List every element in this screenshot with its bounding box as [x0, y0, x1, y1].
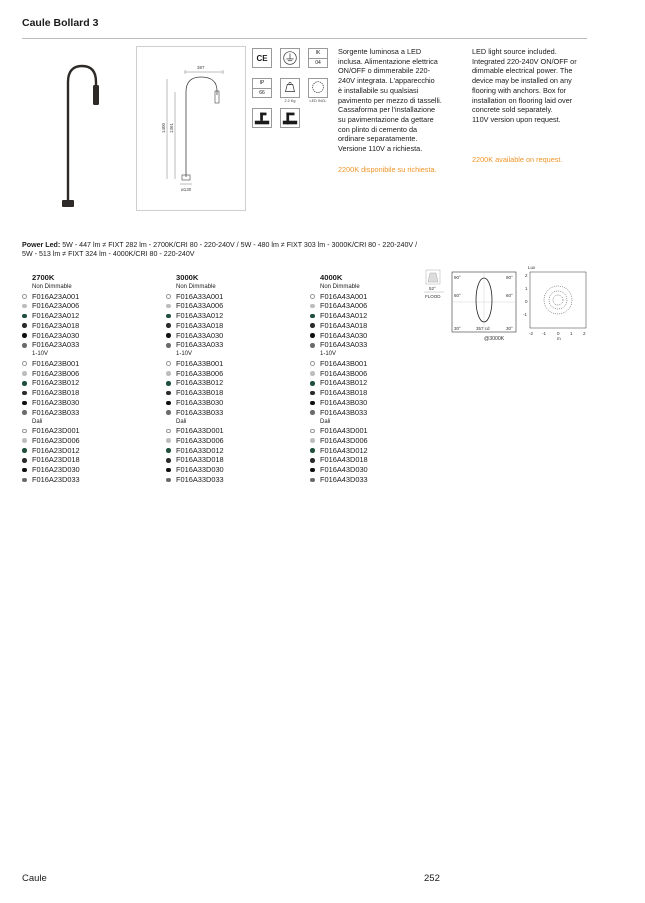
product-code: F016A43B012: [320, 378, 368, 388]
finish-color-dot: [166, 343, 171, 348]
temperature-label: @3000K: [484, 336, 505, 342]
group-heading: 1-10V: [32, 351, 49, 358]
x-unit: m: [557, 336, 561, 341]
y-tick: -1: [523, 312, 528, 317]
codes-column-3000k: [166, 273, 296, 485]
product-code-row: [22, 475, 152, 485]
product-code: F016A33D033: [176, 475, 224, 485]
codes-column-2700k: [22, 273, 152, 485]
product-code-row: [310, 369, 440, 379]
finish-color-dot: [22, 343, 27, 348]
product-code: F016A33A018: [176, 320, 224, 330]
product-code-row: [310, 378, 440, 388]
y-tick: 2: [525, 273, 528, 278]
finish-color-dot: [22, 304, 27, 309]
product-code: F016A23B001: [32, 358, 80, 368]
product-code-row: [166, 446, 296, 456]
polar-label: 30°: [454, 326, 461, 331]
product-code-row: [166, 455, 296, 465]
product-code-row: [166, 311, 296, 321]
dim-base: ø130: [181, 187, 192, 192]
product-code: F016A23B006: [32, 368, 80, 378]
finish-color-dot: [166, 410, 171, 415]
finish-color-dot: [310, 448, 315, 453]
product-code-row: [310, 408, 440, 418]
finish-color-dot: [310, 371, 315, 376]
finish-color-dot: [166, 438, 171, 443]
description-italian: [338, 47, 460, 174]
product-code-row: [166, 475, 296, 485]
ik-rating: IK 04: [308, 48, 328, 68]
product-code-row: [22, 311, 152, 321]
product-code: F016A23B018: [32, 388, 80, 398]
product-code: F016A43D033: [320, 475, 368, 485]
product-code: F016A33A033: [176, 340, 224, 350]
product-code-row: [310, 426, 440, 436]
product-code: F016A23D030: [32, 465, 80, 475]
finish-color-dot: [310, 323, 315, 328]
product-code-row: [22, 455, 152, 465]
product-code: F016A33B033: [176, 407, 224, 417]
product-code: F016A33B018: [176, 388, 224, 398]
desc-en-line: device may be installed on any: [472, 76, 572, 86]
desc-it-line: con plinto di cemento da: [338, 124, 418, 134]
finish-color-dot: [166, 314, 171, 319]
desc-it-note: 2200K disponibile su richiesta.: [338, 164, 437, 174]
group-heading: Dali: [32, 418, 43, 425]
group-heading: Non Dimmable: [32, 284, 72, 290]
finish-color-dot: [310, 294, 315, 299]
header-divider: [22, 38, 587, 39]
finish-color-dot: [22, 401, 27, 406]
finish-color-dot: [22, 478, 27, 483]
x-tick: -2: [529, 331, 534, 336]
polar-label: 60°: [454, 293, 461, 298]
product-code-row: [166, 398, 296, 408]
product-code-row: [166, 340, 296, 350]
finish-color-dot: [310, 343, 315, 348]
isolux-diagram: [530, 272, 586, 328]
finish-color-dot: [310, 314, 315, 319]
desc-en-line: flooring with anchors. Box for: [472, 85, 567, 95]
product-code: F016A43B006: [320, 368, 368, 378]
column-heading: 3000K: [176, 273, 199, 282]
product-code-row: [310, 455, 440, 465]
product-code-row: [166, 465, 296, 475]
product-code-row: [22, 369, 152, 379]
product-code: F016A43B001: [320, 358, 368, 368]
finish-color-dot: [310, 391, 315, 396]
product-code-row: [166, 369, 296, 379]
finish-color-dot: [22, 391, 27, 396]
product-code: F016A43B018: [320, 388, 368, 398]
footer-page-number: 252: [424, 873, 440, 884]
desc-en-line: 110V version upon request.: [472, 114, 561, 124]
product-code-row: [310, 398, 440, 408]
column-heading: 2700K: [32, 273, 55, 282]
dim-top-label: 387: [197, 65, 205, 70]
ce-mark-icon: CE: [252, 48, 272, 68]
finish-color-dot: [166, 294, 171, 299]
desc-en-line: concrete sold separately.: [472, 105, 553, 115]
finish-color-dot: [166, 448, 171, 453]
product-code: F016A43A030: [320, 330, 368, 340]
product-code-row: [310, 465, 440, 475]
finish-color-dot: [166, 323, 171, 328]
desc-en-line: installation on flooring laid over: [472, 95, 573, 105]
product-code: F016A33B012: [176, 378, 224, 388]
product-code: F016A33B006: [176, 368, 224, 378]
product-code: F016A43B033: [320, 407, 368, 417]
product-code-row: [166, 388, 296, 398]
weight-icon: [280, 78, 300, 98]
product-code: F016A33B001: [176, 358, 224, 368]
beam-cone-icon: [428, 273, 438, 282]
finish-color-dot: [22, 438, 27, 443]
product-code: F016A43D018: [320, 455, 368, 465]
product-code: F016A33D018: [176, 455, 224, 465]
beam-type: FLOOD: [425, 294, 441, 299]
product-code-row: [22, 301, 152, 311]
product-code: F016A43A018: [320, 320, 368, 330]
product-code-row: [22, 378, 152, 388]
product-code: F016A23A033: [32, 340, 80, 350]
x-tick: 2: [583, 331, 586, 336]
power-led-line1: 5W - 447 lm ≠ FIXT 282 lm - 2700K/CRI 80 - 220-240V / 5W - 480 lm ≠ FIXT 303 lm - 3000K/CRI 80 - 220-240V /: [60, 241, 418, 249]
footer-family: Caule: [22, 873, 47, 884]
power-led-spec: [22, 241, 582, 260]
product-code: F016A43A012: [320, 311, 368, 321]
finish-color-dot: [166, 401, 171, 406]
finish-color-dot: [166, 468, 171, 473]
group-heading: Non Dimmable: [320, 284, 360, 290]
product-code-row: [22, 436, 152, 446]
x-tick: -1: [542, 331, 547, 336]
group-heading: Dali: [320, 418, 331, 425]
product-code: F016A23D001: [32, 426, 80, 436]
product-code-row: [310, 359, 440, 369]
finish-color-dot: [22, 323, 27, 328]
finish-color-dot: [166, 361, 171, 366]
technical-drawing: [136, 46, 246, 211]
product-code-row: [22, 331, 152, 341]
product-code: F016A23A018: [32, 320, 80, 330]
group-heading: Non Dimmable: [176, 284, 216, 290]
photometric-data: [420, 266, 590, 346]
led-included-label: LED INCL: [309, 99, 327, 103]
finish-color-dot: [310, 468, 315, 473]
product-code: F016A33A012: [176, 311, 224, 321]
product-code: F016A33A001: [176, 291, 224, 301]
product-code: F016A23A030: [32, 330, 80, 340]
product-code-row: [310, 475, 440, 485]
product-code: F016A33A030: [176, 330, 224, 340]
product-code: F016A23B012: [32, 378, 80, 388]
product-code: F016A23A001: [32, 291, 80, 301]
group-heading: 1-10V: [176, 351, 193, 358]
product-code: F016A43D001: [320, 426, 368, 436]
ip-rating: IP 66: [252, 78, 272, 98]
finish-color-dot: [22, 361, 27, 366]
finish-color-dot: [22, 371, 27, 376]
finish-color-dot: [310, 401, 315, 406]
product-code-row: [166, 301, 296, 311]
desc-en-line: Integrated 220-240V ON/OFF or: [472, 56, 577, 66]
product-code-row: [22, 426, 152, 436]
finish-color-dot: [22, 448, 27, 453]
product-code: F016A23A006: [32, 301, 80, 311]
y-tick: 0: [525, 299, 528, 304]
product-code-row: [166, 359, 296, 369]
finish-color-dot: [310, 333, 315, 338]
product-code: F016A43D030: [320, 465, 368, 475]
column-heading: 4000K: [320, 273, 343, 282]
product-code: F016A43A006: [320, 301, 368, 311]
polar-value: 357 cd: [476, 326, 490, 331]
product-code-row: [310, 446, 440, 456]
product-code-row: [22, 321, 152, 331]
product-code: F016A33D006: [176, 435, 224, 445]
finish-color-dot: [166, 458, 171, 463]
product-code-row: [22, 388, 152, 398]
product-code: F016A33B030: [176, 397, 224, 407]
group-heading: Dali: [176, 418, 187, 425]
finish-color-dot: [310, 304, 315, 309]
product-code-row: [22, 446, 152, 456]
finish-color-dot: [22, 294, 27, 299]
x-tick: 0: [557, 331, 560, 336]
description-english: [472, 47, 594, 164]
finish-color-dot: [22, 458, 27, 463]
product-code-row: [166, 408, 296, 418]
desc-it-line: è installabile su qualsiasi: [338, 85, 419, 95]
product-code: F016A33D012: [176, 445, 224, 455]
ground-class-icon: [280, 48, 300, 68]
desc-it-line: Cassaforma per l'installazione: [338, 105, 436, 115]
desc-it-line: su pavimentazione da gettare: [338, 114, 434, 124]
dim-height-inner: 1361: [169, 122, 174, 133]
product-code: F016A23D033: [32, 475, 80, 485]
finish-color-dot: [166, 478, 171, 483]
floor-mount-icon: [252, 108, 272, 128]
product-code-row: [166, 321, 296, 331]
product-code: F016A33A006: [176, 301, 224, 311]
finish-color-dot: [166, 304, 171, 309]
product-code: F016A23B030: [32, 397, 80, 407]
product-code: F016A33D001: [176, 426, 224, 436]
finish-color-dot: [166, 381, 171, 386]
x-tick: 1: [570, 331, 573, 336]
finish-color-dot: [310, 410, 315, 415]
finish-color-dot: [22, 410, 27, 415]
finish-color-dot: [310, 478, 315, 483]
concrete-box-icon: [280, 108, 300, 128]
product-code-row: [22, 465, 152, 475]
desc-en-line: LED light source included.: [472, 47, 557, 56]
polar-label: 90°: [506, 275, 513, 280]
desc-en-line: dimmable electrical power. The: [472, 66, 573, 76]
product-code: F016A23D006: [32, 435, 80, 445]
group-heading: 1-10V: [320, 351, 337, 358]
finish-color-dot: [166, 429, 171, 434]
product-code-row: [166, 292, 296, 302]
finish-color-dot: [166, 371, 171, 376]
polar-label: 30°: [506, 326, 513, 331]
y-tick: 1: [525, 286, 528, 291]
finish-color-dot: [166, 391, 171, 396]
product-code: F016A43D006: [320, 435, 368, 445]
product-code: F016A23D018: [32, 455, 80, 465]
beam-angle: 52°: [429, 286, 436, 291]
desc-en-note: 2200K available on request.: [472, 154, 563, 164]
product-code-row: [22, 359, 152, 369]
product-code: F016A33D030: [176, 465, 224, 475]
product-title: Caule Bollard 3: [22, 17, 99, 29]
product-code: F016A23B033: [32, 407, 80, 417]
product-code: F016A43D012: [320, 445, 368, 455]
finish-color-dot: [22, 314, 27, 319]
product-code-row: [166, 426, 296, 436]
product-code-row: [166, 378, 296, 388]
product-code-row: [22, 340, 152, 350]
product-code-row: [166, 331, 296, 341]
finish-color-dot: [310, 429, 315, 434]
desc-it-line: inclusa. Alimentazione elettrica: [338, 56, 438, 66]
product-code-row: [310, 388, 440, 398]
finish-color-dot: [310, 438, 315, 443]
desc-it-line: ON/OFF o dimmerabile 220-: [338, 66, 431, 76]
product-code: F016A23A012: [32, 311, 80, 321]
finish-color-dot: [166, 333, 171, 338]
product-code-row: [22, 408, 152, 418]
product-code-row: [310, 436, 440, 446]
led-included-icon: [308, 78, 328, 98]
product-code: F016A43B030: [320, 397, 368, 407]
product-photo: [22, 52, 122, 212]
desc-it-line: 240V integrata. L'apparecchio: [338, 76, 435, 86]
desc-it-line: Sorgente luminosa a LED: [338, 47, 422, 56]
finish-color-dot: [22, 333, 27, 338]
product-code: F016A43A001: [320, 291, 368, 301]
power-led-label: Power Led:: [22, 241, 61, 249]
finish-color-dot: [22, 429, 27, 434]
finish-color-dot: [310, 361, 315, 366]
product-code: F016A23D012: [32, 445, 80, 455]
finish-color-dot: [310, 458, 315, 463]
product-code-row: [22, 292, 152, 302]
product-code-row: [166, 436, 296, 446]
weight-label: 2.2 Kg: [284, 99, 296, 103]
power-led-line2: 5W - 513 lm ≠ FIXT 324 lm - 4000K/CRI 80 - 220-240V: [22, 250, 195, 259]
polar-label: 90°: [454, 275, 461, 280]
desc-it-line: Versione 110V a richiesta.: [338, 144, 423, 154]
dim-height-total: 1400: [161, 122, 166, 133]
finish-color-dot: [310, 381, 315, 386]
lux-label: Lux: [528, 266, 536, 270]
product-code: F016A43A033: [320, 340, 368, 350]
desc-it-line: pavimento per mezzo di tasselli.: [338, 95, 442, 105]
desc-it-line: ordinare separatamente.: [338, 134, 418, 144]
product-code-row: [22, 398, 152, 408]
finish-color-dot: [22, 381, 27, 386]
polar-label: 60°: [506, 293, 513, 298]
finish-color-dot: [22, 468, 27, 473]
